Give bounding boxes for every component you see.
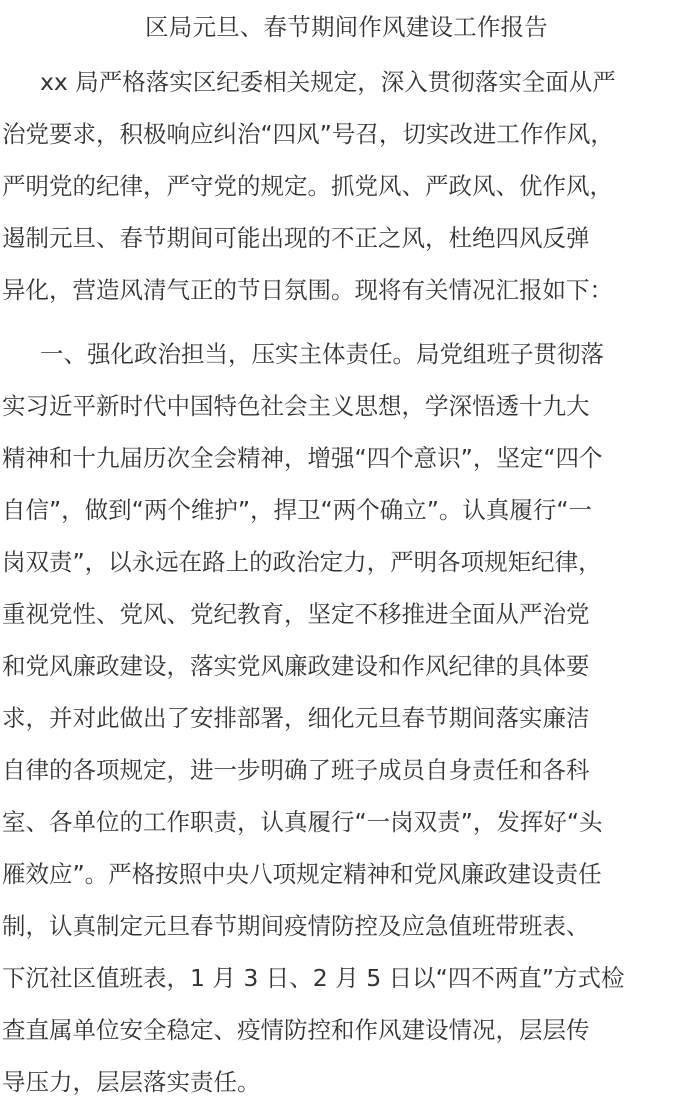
document-title: 区局元旦、春节期间作风建设工作报告 bbox=[145, 13, 548, 41]
paragraph-line: xx 局严格落实区纪委相关规定，深入贯彻落实全面从严 bbox=[40, 68, 616, 96]
paragraph-line: 重视党性、党风、党纪教育，坚定不移推进全面从严治党 bbox=[2, 600, 590, 628]
paragraph-line: 实习近平新时代中国特色社会主义思想，学深悟透十九大 bbox=[2, 392, 590, 420]
paragraph-line: 室、各单位的工作职责，认真履行“一岗双责”，发挥好“头 bbox=[2, 808, 603, 836]
paragraph-line: 导压力，层层落实责任。 bbox=[2, 1068, 261, 1096]
paragraph-line: 异化，营造风清气正的节日氛围。现将有关情况汇报如下： bbox=[2, 276, 613, 304]
paragraph-line: 一、强化政治担当，压实主体责任。局党组班子贯彻落 bbox=[40, 340, 604, 368]
paragraph-line: 查直属单位安全稳定、疫情防控和作风建设情况，层层传 bbox=[2, 1016, 590, 1044]
paragraph-intro bbox=[0, 56, 693, 316]
paragraph-line: 求，并对此做出了安排部署，细化元旦春节期间落实廉洁 bbox=[2, 704, 590, 732]
paragraph-line: 自律的各项规定，进一步明确了班子成员自身责任和各科 bbox=[2, 756, 590, 784]
paragraph-line: 遏制元旦、春节期间可能出现的不正之风，杜绝四风反弹 bbox=[2, 224, 590, 252]
paragraph-line: 岗双责”，以永远在路上的政治定力，严明各项规矩纪律， bbox=[2, 548, 602, 576]
paragraph-line: 治党要求，积极响应纠治“四风”号召，切实改进工作作风， bbox=[2, 120, 614, 148]
paragraph-line: 制，认真制定元旦春节期间疫情防控及应急值班带班表、 bbox=[2, 912, 590, 940]
paragraph-line: 精神和十九届历次全会精神，增强“四个意识”，坚定“四个 bbox=[2, 444, 603, 472]
paragraph-section-one bbox=[0, 328, 693, 1097]
paragraph-line: 下沉社区值班表，1 月 3 日、2 月 5 日以“四不两直”方式检 bbox=[2, 964, 625, 992]
paragraph-line: 雁效应”。严格按照中央八项规定精神和党风廉政建设责任 bbox=[2, 860, 602, 888]
paragraph-line: 自信”，做到“两个维护”，捍卫“两个确立”。认真履行“一 bbox=[2, 496, 593, 524]
paragraph-line: 严明党的纪律，严守党的规定。抓党风、严政风、优作风， bbox=[2, 172, 613, 200]
paragraph-line: 和党风廉政建设，落实党风廉政建设和作风纪律的具体要 bbox=[2, 652, 590, 680]
